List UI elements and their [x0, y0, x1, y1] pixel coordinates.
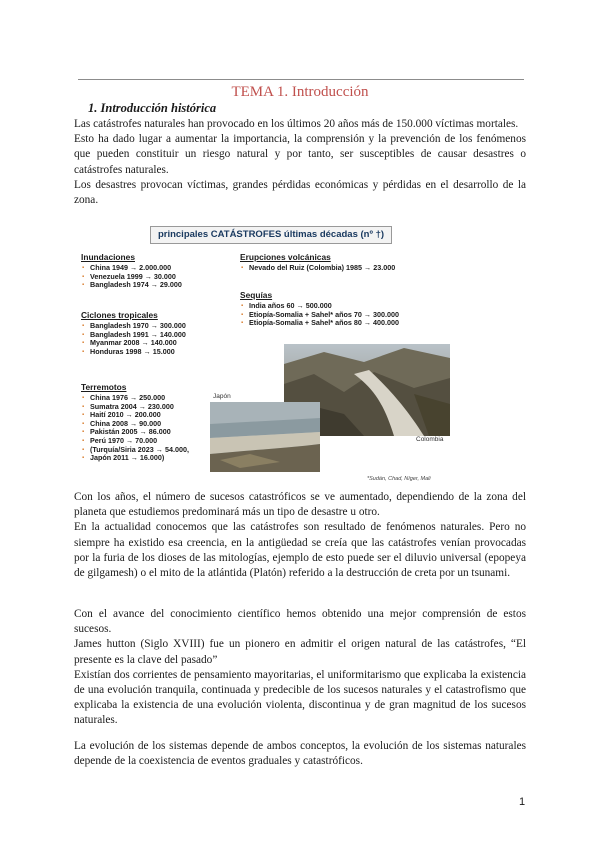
paragraph: En la actualidad conocemos que las catástrofes son resultado de fenómenos naturales. Pero no siempre ha existido esa creencia, en la antigüedad se creía que las catástrofes venían provocadas por la furia de los dioses de las mitologías, ejemplo de esto puede ser el diluvio universal (epopeya de gilgamesh) o el mito de la atlántida (Platón) referido a la destrucción de creta por un tsunami.	[74, 521, 526, 580]
paragraph: Las catástrofes naturales han provocado en los últimos 20 años más de 150.000 víctimas mortales.	[74, 118, 519, 130]
list-item: ▪ (Turquía/Siria 2023 → 54.000,	[90, 446, 189, 455]
colombia-label: Colombia	[416, 436, 444, 443]
paragraph: Los desastres provocan víctimas, grandes pérdidas económicas y pérdidas en el desarrollo de la zona.	[74, 178, 526, 207]
paragraph: James hutton (Siglo XVIII) fue un pionero en admitir el origen natural de las catástrofes, “El presente es la clave del pasado”	[74, 638, 526, 666]
list-item: ▪ Bangladesh 1970 → 300.000	[90, 322, 186, 331]
paragraph: Con los años, el número de sucesos catastróficos se ve aumentado, dependiendo de la zona del planeta que estudiemos predominará más un tipo de desastre u otro.	[74, 491, 526, 519]
list-item: ▪ Nevado del Ruiz (Colombia) 1985 → 23.000	[249, 264, 395, 273]
header-rule	[78, 79, 524, 80]
paragraph: Con el avance del conocimiento científico hemos obtenido una mejor comprensión de estos sucesos.	[74, 608, 526, 636]
list-item: ▪ India años 60 → 500.000	[249, 302, 399, 311]
section-heading: 1. Introducción histórica	[88, 101, 217, 115]
japan-photo	[210, 402, 320, 472]
list-item: ▪ Haití 2010 → 200.000	[90, 411, 189, 420]
droughts-heading: Sequías	[240, 290, 273, 300]
list-item: ▪ Etiopía-Somalia + Sahel* años 80 → 400.000	[249, 319, 399, 328]
earthquakes-category	[81, 382, 189, 463]
volcanic-heading: Erupciones volcánicas	[240, 252, 331, 262]
list-item: ▪ Bangladesh 1991 → 140.000	[90, 331, 186, 340]
list-item: ▪ Myanmar 2008 → 140.000	[90, 339, 186, 348]
paragraph: Esto ha dado lugar a aumentar la importancia, la comprensión y la prevención de los fenómenos que pueden constituir un riesgo natural y por tanto, ser susceptibles de causar desastres o catástrofes naturales.	[74, 133, 526, 176]
list-item: ▪ Bangladesh 1974 → 29.000	[90, 281, 182, 290]
paragraph: Existían dos corrientes de pensamiento mayoritarias, el uniformitarismo que explicaba la existencia de una evolución tranquila, continuada y predecible de los sucesos naturales y el catastrofismo que explicaba la existencia de una evolución violenta, discontinua y de gran magnitud de los sucesos naturales.	[74, 668, 526, 727]
list-item: ▪ Perú 1970 → 70.000	[90, 437, 189, 446]
list-item: ▪ Sumatra 2004 → 230.000	[90, 403, 189, 412]
paragraph: La evolución de los sistemas depende de ambos conceptos, la evolución de los sistemas naturales depende de la coexistencia de eventos graduales y catastróficos.	[74, 740, 526, 768]
page-number: 1	[519, 796, 526, 808]
droughts-category	[240, 290, 399, 328]
list-item: ▪ Honduras 1998 → 15.000	[90, 348, 186, 357]
list-item: ▪ China 1976 → 250.000	[90, 394, 189, 403]
floods-heading: Inundaciones	[81, 252, 135, 262]
intro-text	[74, 117, 526, 208]
science-text	[74, 607, 526, 729]
floods-category	[81, 252, 182, 290]
conclusion-text	[74, 739, 526, 769]
earthquakes-heading: Terremotos	[81, 382, 127, 392]
cyclones-heading: Ciclones tropicales	[81, 310, 158, 320]
list-item: ▪ Venezuela 1999 → 30.000	[90, 273, 182, 282]
page-title: TEMA 1. Introducción	[231, 84, 369, 100]
list-item: ▪ Japón 2011 → 16.000)	[90, 454, 189, 463]
list-item: ▪ Etiopía-Somalia + Sahel* años 70 → 300.000	[249, 311, 399, 320]
list-item: ▪ Pakistán 2005 → 86.000	[90, 428, 189, 437]
history-text	[74, 490, 526, 581]
list-item: ▪ China 2008 → 90.000	[90, 420, 189, 429]
cyclones-category	[81, 310, 186, 356]
japan-label: Japón	[213, 393, 231, 400]
infographic-title: principales CATÁSTROFES últimas décadas (nº †)	[150, 226, 392, 244]
infographic-footnote: *Sudán, Chad, Níger, Mali	[367, 476, 431, 482]
volcanic-category	[240, 252, 395, 273]
disasters-infographic	[74, 220, 450, 488]
list-item: ▪ China 1949 → 2.000.000	[90, 264, 182, 273]
